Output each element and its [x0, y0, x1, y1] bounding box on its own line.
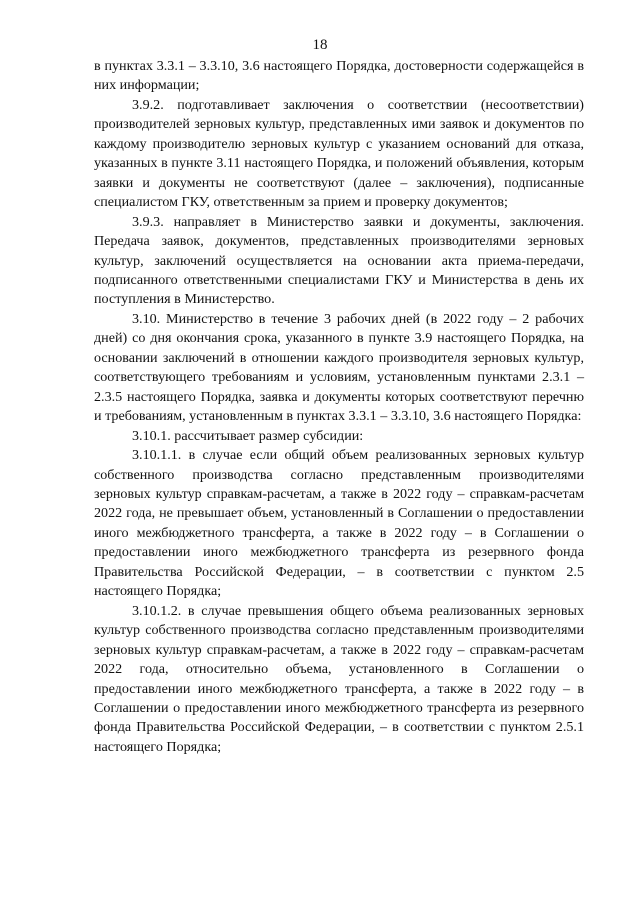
paragraph-3-10-1-1: 3.10.1.1. в случае если общий объем реализованных зерновых культур собственного производства согласно представленным производителями зерновых культур справкам-расчетам, а также в 2022 году – справкам-расчетам 2022 года, не превышает объем, установленный в Соглашении о предоставлении иного межбюджетного трансферта, а также в 2022 году – в Соглашении о предоставлении иного межбюджетного трансферта из резервного фонда Правительства Российской Федерации, – в соответствии с пунктом 2.5 настоящего Порядка; — [94, 447, 584, 600]
paragraph-3-9-2: 3.9.2. подготавливает заключения о соответствии (несоответствии) производителей зерновых культур, представленных ими заявок и документов по каждому производителю зерновых культур с указанием оснований для отказа, указанных в пункте 3.11 настоящего Порядка, и положений объявления, которым заявки и документы не соответствуют (далее – заключения), подписанные специалистом ГКУ, ответственным за прием и проверку документов; — [94, 96, 584, 211]
document-body — [94, 57, 584, 757]
paragraph-3-9-3: 3.9.3. направляет в Министерство заявки и документы, заключения. Передача заявок, документов, представленных производителями зерновых культур, заключений осуществляется на основании акта приема-передачи, подписанного ответственными специалистами ГКУ и Министерства в день их поступления в Министерство. — [94, 213, 584, 308]
paragraph-3-10-1: 3.10.1. рассчитывает размер субсидии: — [132, 427, 364, 444]
paragraph-3-10-1-2: 3.10.1.2. в случае превышения общего объема реализованных зерновых культур собственного производства согласно представленным производителями зерновых культур справкам-расчетам, а также в 2022 году – справкам-расчетам 2022 года, относительно объема, установленного в Соглашении о предоставлении иного межбюджетного трансферта, а также в 2022 году – в Соглашении о предоставлении иного межбюджетного трансферта из резервного фонда Правительства Российской Федерации, – в соответствии с пунктом 2.5.1 настоящего Порядка; — [94, 602, 584, 755]
paragraph-continuation: в пунктах 3.3.1 – 3.3.10, 3.6 настоящего Порядка, достоверности содержащейся в них информации; — [94, 58, 584, 94]
page-number: 18 — [312, 37, 328, 53]
paragraph-3-10: 3.10. Министерство в течение 3 рабочих дней (в 2022 году – 2 рабочих дней) со дня окончания срока, указанного в пункте 3.9 настоящего Порядка, на основании заключений в отношении каждого производителя зерновых культур, соответствующего требованиям и условиям, установленным пунктами 2.3.1 – 2.3.5 настоящего Порядка, заявка и документы которых соответствуют перечню и требованиям, установленным в пунктах 3.3.1 – 3.3.10, 3.6 настоящего Порядка: — [94, 310, 584, 425]
